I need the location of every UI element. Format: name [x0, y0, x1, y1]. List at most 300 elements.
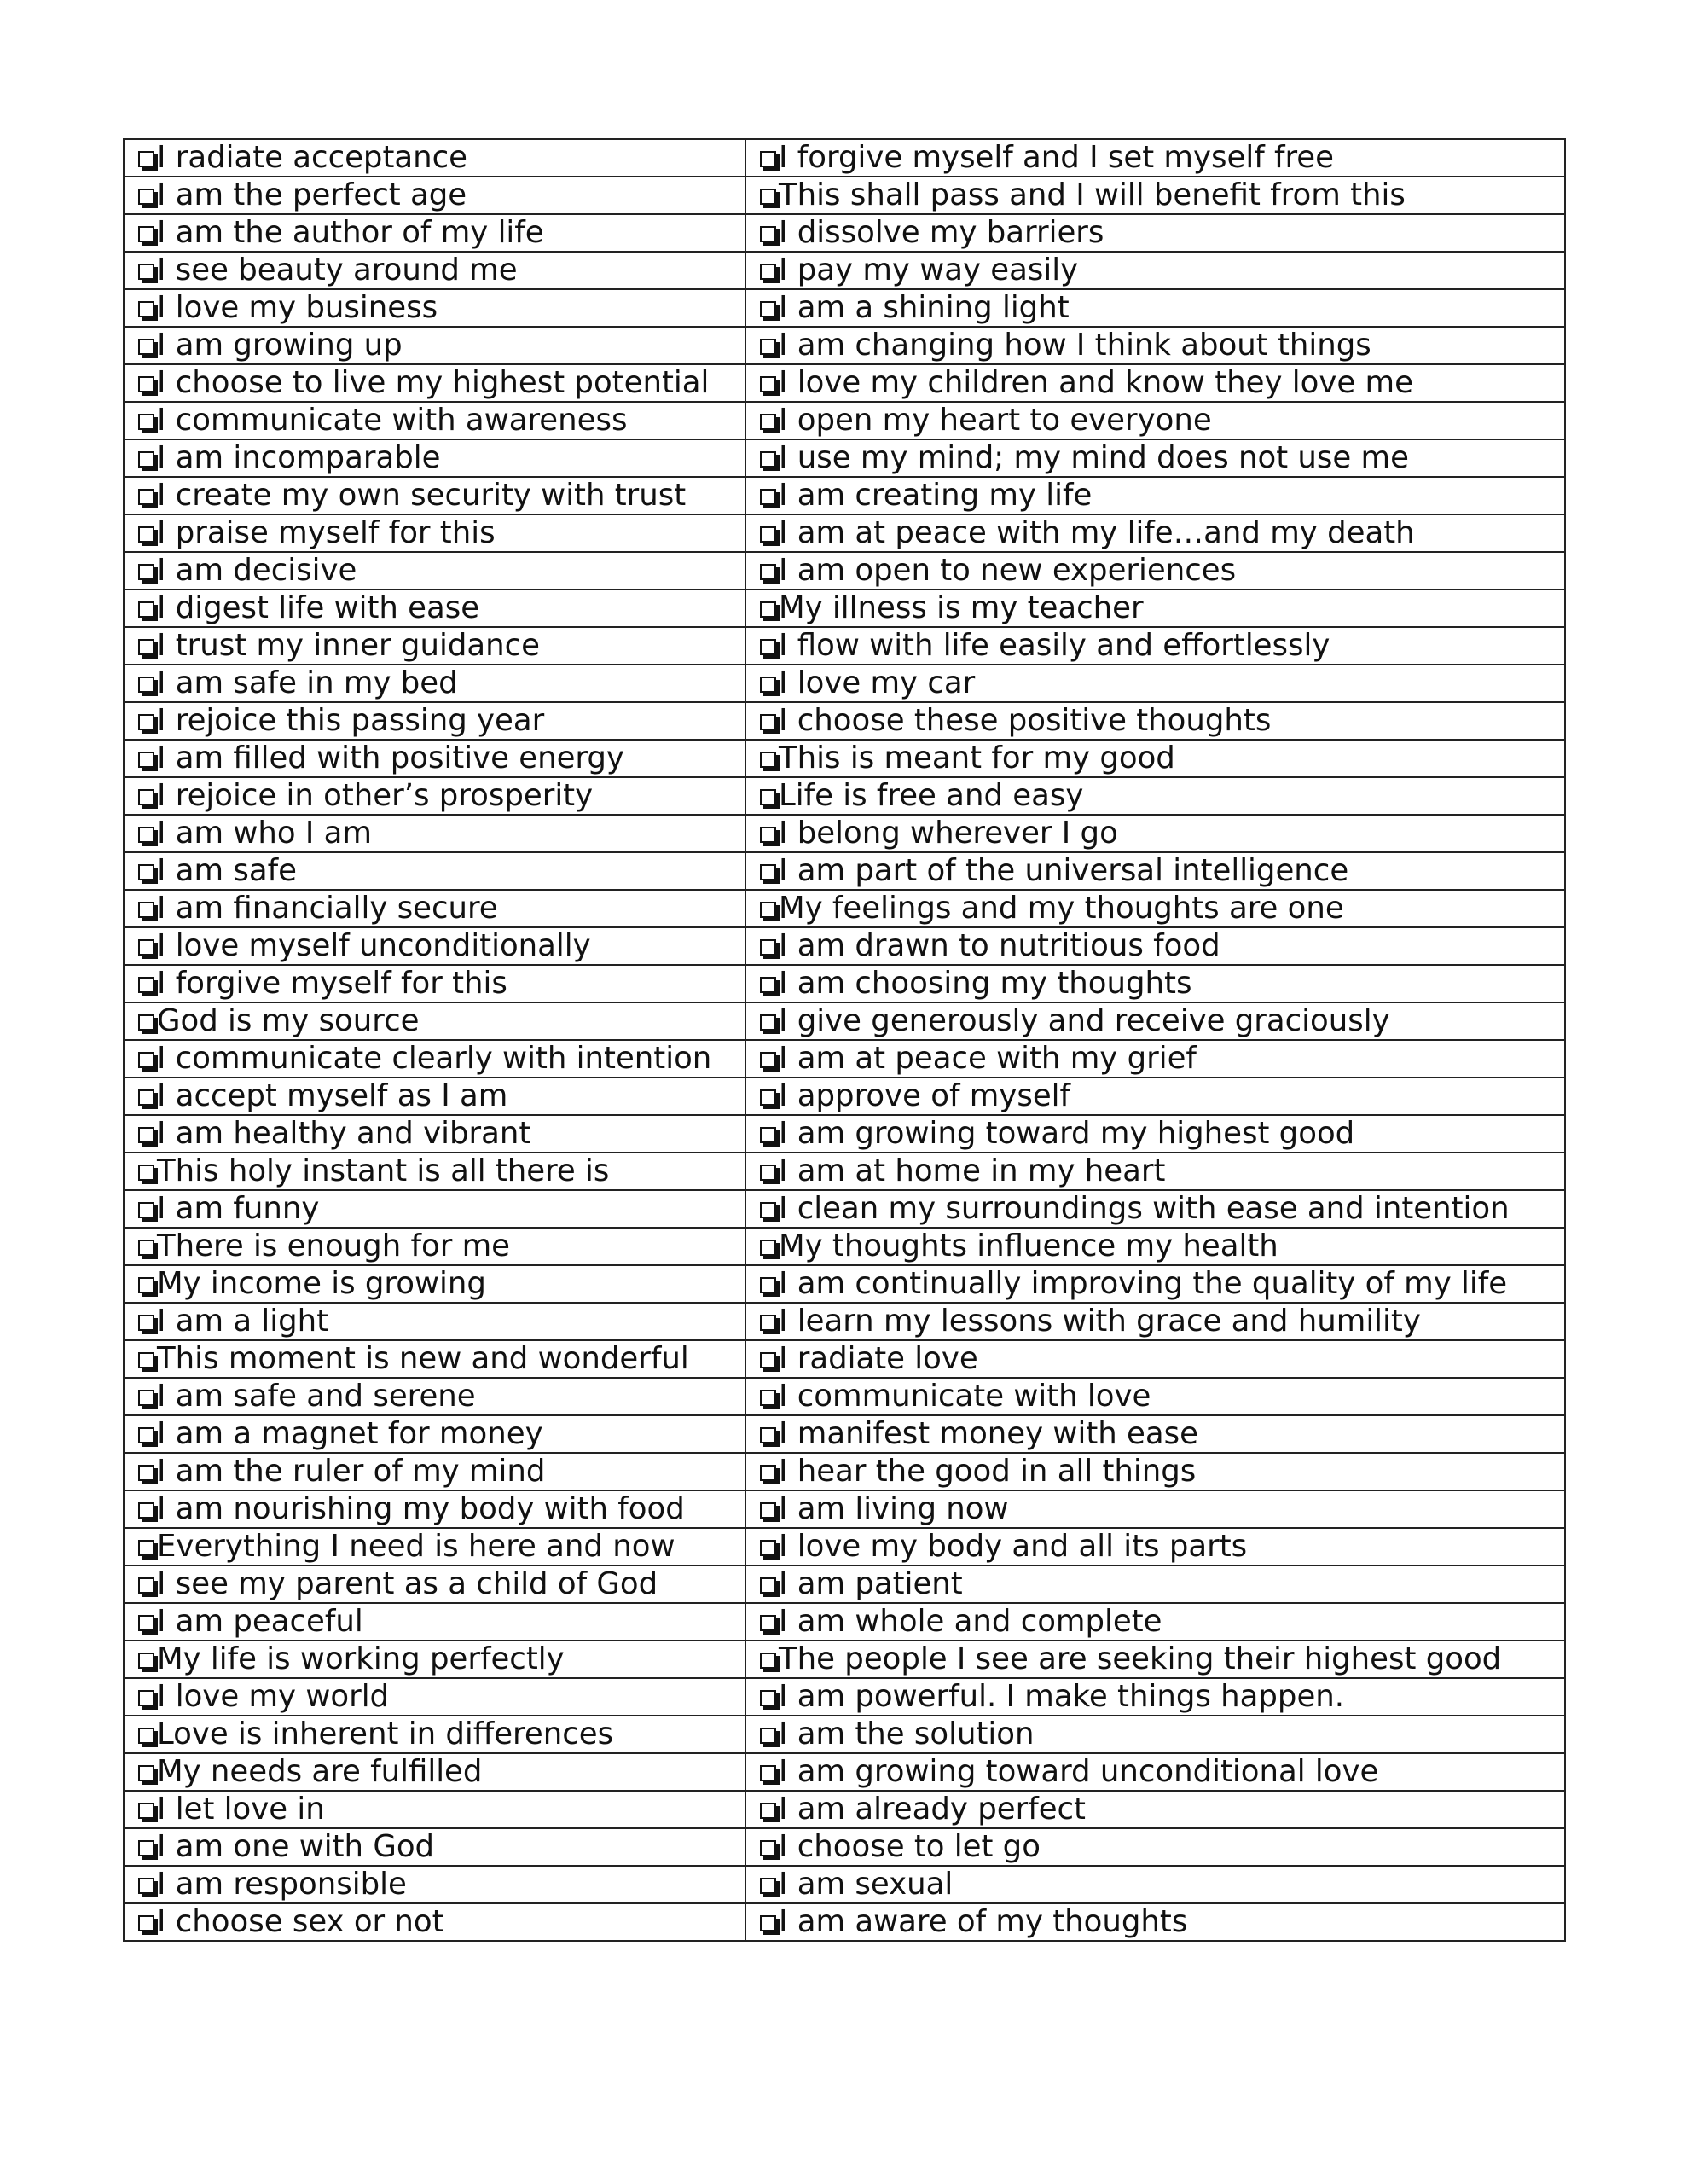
checkbox-icon[interactable] [760, 939, 776, 956]
affirmation-item[interactable] [124, 890, 745, 927]
affirmation-text: Everything I need is here and now [157, 1529, 675, 1564]
checkbox-icon[interactable] [138, 414, 154, 430]
affirmation-item[interactable] [124, 402, 745, 439]
checkbox-icon[interactable] [138, 1014, 154, 1031]
affirmation-text: I am a shining light [779, 290, 1070, 325]
table-row [124, 1791, 1565, 1828]
affirmation-text: I am safe in my bed [157, 665, 458, 700]
affirmation-item[interactable] [124, 777, 745, 815]
checkbox-icon[interactable] [138, 1165, 154, 1181]
affirmation-item[interactable] [745, 252, 1565, 289]
checkbox-icon[interactable] [760, 189, 776, 205]
checkbox-icon[interactable] [138, 639, 154, 655]
checkbox-icon[interactable] [760, 526, 776, 543]
checkbox-icon[interactable] [138, 1390, 154, 1406]
table-row [124, 890, 1565, 927]
checkbox-icon[interactable] [138, 1540, 154, 1556]
checkbox-icon[interactable] [760, 1615, 776, 1631]
affirmation-item[interactable] [124, 1265, 745, 1303]
affirmation-text: I dissolve my barriers [779, 215, 1104, 250]
affirmation-text: This holy instant is all there is [157, 1153, 610, 1188]
checkbox-icon[interactable] [138, 977, 154, 993]
affirmation-item[interactable] [124, 627, 745, 665]
checkbox-icon[interactable] [760, 1840, 776, 1856]
affirmation-text: I am a light [157, 1304, 329, 1339]
checkbox-icon[interactable] [138, 489, 154, 505]
table-row [124, 1077, 1565, 1115]
table-row [124, 1641, 1565, 1678]
affirmation-item[interactable] [745, 1453, 1565, 1490]
affirmation-text: I choose sex or not [157, 1904, 444, 1939]
affirmation-text: I communicate with love [779, 1379, 1151, 1414]
checkbox-icon[interactable] [138, 1052, 154, 1068]
affirmation-text: The people I see are seeking their highest good [779, 1641, 1502, 1676]
checkbox-icon[interactable] [760, 564, 776, 580]
affirmation-text: I am part of the universal intelligence [779, 853, 1349, 888]
checkbox-icon[interactable] [760, 1577, 776, 1594]
table-row [124, 1303, 1565, 1340]
affirmation-text: I use my mind; my mind does not use me [779, 440, 1409, 475]
affirmation-text: My thoughts influence my health [779, 1228, 1278, 1263]
affirmation-item[interactable] [124, 252, 745, 289]
table-row [124, 965, 1565, 1002]
affirmation-item[interactable] [124, 439, 745, 477]
affirmation-item[interactable] [745, 1040, 1565, 1077]
affirmation-item[interactable] [124, 852, 745, 890]
affirmation-item[interactable] [124, 1490, 745, 1528]
affirmation-item[interactable] [124, 815, 745, 852]
affirmation-text: My feelings and my thoughts are one [779, 891, 1344, 926]
affirmation-text: I am nourishing my body with food [157, 1491, 685, 1526]
affirmation-table-body [124, 139, 1565, 1941]
affirmation-text: I digest life with ease [157, 590, 480, 625]
checkbox-icon[interactable] [760, 789, 776, 805]
affirmation-item[interactable] [745, 815, 1565, 852]
affirmation-item[interactable] [124, 327, 745, 364]
affirmation-text: I am one with God [157, 1829, 435, 1864]
affirmation-text: I love my body and all its parts [779, 1529, 1248, 1564]
affirmation-item[interactable] [745, 740, 1565, 777]
checkbox-icon[interactable] [760, 1728, 776, 1744]
table-row [124, 1903, 1565, 1941]
table-row [124, 1490, 1565, 1528]
checkbox-icon[interactable] [760, 301, 776, 317]
affirmation-text: I trust my inner guidance [157, 628, 540, 663]
checkbox-icon[interactable] [138, 1352, 154, 1368]
affirmation-item[interactable] [124, 289, 745, 327]
affirmation-item[interactable] [124, 1753, 745, 1791]
checkbox-icon[interactable] [760, 1653, 776, 1669]
affirmation-text: I am whole and complete [779, 1604, 1162, 1639]
affirmation-item[interactable] [745, 289, 1565, 327]
affirmation-item[interactable] [745, 1903, 1565, 1941]
affirmation-item[interactable] [124, 590, 745, 627]
affirmation-text: I rejoice in other’s prosperity [157, 778, 594, 813]
affirmation-text: Life is free and easy [779, 778, 1084, 813]
affirmation-text: I see my parent as a child of God [157, 1566, 658, 1601]
affirmation-item[interactable] [745, 139, 1565, 177]
checkbox-icon[interactable] [760, 1465, 776, 1481]
affirmation-item[interactable] [124, 477, 745, 514]
affirmation-text: I open my heart to everyone [779, 403, 1212, 438]
checkbox-icon[interactable] [760, 1240, 776, 1256]
affirmation-text: This shall pass and I will benefit from this [779, 177, 1406, 212]
checkbox-icon[interactable] [138, 1728, 154, 1744]
checkbox-icon[interactable] [760, 864, 776, 880]
affirmation-text: I am financially secure [157, 891, 498, 926]
affirmation-text: I am decisive [157, 553, 357, 588]
affirmation-item[interactable] [745, 665, 1565, 702]
table-row [124, 514, 1565, 552]
affirmation-item[interactable] [124, 364, 745, 402]
affirmation-text: I am powerful. I make things happen. [779, 1679, 1345, 1714]
checkbox-icon[interactable] [760, 1540, 776, 1556]
affirmation-item[interactable] [745, 1565, 1565, 1603]
checkbox-icon[interactable] [138, 1202, 154, 1218]
affirmation-item[interactable] [745, 327, 1565, 364]
table-row [124, 702, 1565, 740]
checkbox-icon[interactable] [760, 264, 776, 280]
affirmation-item[interactable] [745, 1002, 1565, 1040]
affirmation-text: I am choosing my thoughts [779, 966, 1192, 1001]
checkbox-icon[interactable] [138, 752, 154, 768]
table-row [124, 665, 1565, 702]
affirmation-text: I am aware of my thoughts [779, 1904, 1188, 1939]
affirmation-text: I forgive myself and I set myself free [779, 140, 1334, 175]
affirmation-item[interactable] [124, 1678, 745, 1716]
table-row [124, 1453, 1565, 1490]
affirmation-item[interactable] [124, 1153, 745, 1190]
affirmation-item[interactable] [124, 552, 745, 590]
checkbox-icon[interactable] [760, 601, 776, 618]
checkbox-icon[interactable] [138, 264, 154, 280]
table-row [124, 1040, 1565, 1077]
table-row [124, 1753, 1565, 1791]
affirmation-text: I am continually improving the quality of my life [779, 1266, 1508, 1301]
table-row [124, 1828, 1565, 1866]
affirmation-text: I am the solution [779, 1716, 1035, 1751]
affirmation-item[interactable] [745, 590, 1565, 627]
checkbox-icon[interactable] [760, 1277, 776, 1293]
affirmation-item[interactable] [124, 1565, 745, 1603]
checkbox-icon[interactable] [760, 226, 776, 242]
table-row [124, 1378, 1565, 1415]
checkbox-icon[interactable] [760, 639, 776, 655]
affirmation-item[interactable] [124, 1528, 745, 1565]
affirmation-text: I am creating my life [779, 478, 1093, 513]
table-row [124, 327, 1565, 364]
checkbox-icon[interactable] [760, 1165, 776, 1181]
affirmation-text: This moment is new and wonderful [157, 1341, 689, 1376]
checkbox-icon[interactable] [760, 489, 776, 505]
affirmation-item[interactable] [745, 1791, 1565, 1828]
affirmation-text: I am funny [157, 1191, 320, 1226]
affirmation-text: I am growing up [157, 328, 403, 363]
checkbox-icon[interactable] [760, 1202, 776, 1218]
checkbox-icon[interactable] [138, 526, 154, 543]
affirmation-item[interactable] [745, 1603, 1565, 1641]
checkbox-icon[interactable] [760, 1352, 776, 1368]
affirmation-item[interactable] [745, 1228, 1565, 1265]
affirmation-text: God is my source [157, 1003, 420, 1038]
affirmation-item[interactable] [745, 1828, 1565, 1866]
affirmation-item[interactable] [745, 402, 1565, 439]
checkbox-icon[interactable] [760, 1315, 776, 1331]
affirmation-item[interactable] [124, 1415, 745, 1453]
checkbox-icon[interactable] [138, 939, 154, 956]
checkbox-icon[interactable] [760, 827, 776, 843]
checkbox-icon[interactable] [760, 1089, 776, 1106]
checkbox-icon[interactable] [138, 677, 154, 693]
affirmation-text: I love my children and know they love me [779, 365, 1413, 400]
checkbox-icon[interactable] [760, 1127, 776, 1143]
checkbox-icon[interactable] [138, 151, 154, 167]
checkbox-icon[interactable] [138, 1240, 154, 1256]
affirmation-item[interactable] [745, 702, 1565, 740]
affirmation-item[interactable] [745, 514, 1565, 552]
affirmation-item[interactable] [124, 1002, 745, 1040]
affirmation-text: I am living now [779, 1491, 1009, 1526]
affirmation-text: I radiate acceptance [157, 140, 467, 175]
affirmation-item[interactable] [124, 1077, 745, 1115]
checkbox-icon[interactable] [138, 1127, 154, 1143]
affirmation-item[interactable] [745, 1415, 1565, 1453]
affirmation-item[interactable] [745, 890, 1565, 927]
affirmation-item[interactable] [745, 1077, 1565, 1115]
affirmation-text: I choose to live my highest potential [157, 365, 710, 400]
checkbox-icon[interactable] [138, 1840, 154, 1856]
affirmation-text: I let love in [157, 1792, 325, 1827]
affirmation-item[interactable] [124, 740, 745, 777]
table-row [124, 439, 1565, 477]
table-row [124, 1265, 1565, 1303]
affirmation-item[interactable] [745, 477, 1565, 514]
table-row [124, 1565, 1565, 1603]
table-row [124, 477, 1565, 514]
checkbox-icon[interactable] [138, 1878, 154, 1894]
checkbox-icon[interactable] [760, 376, 776, 392]
affirmation-text: I am safe and serene [157, 1379, 476, 1414]
checkbox-icon[interactable] [138, 1690, 154, 1706]
checkbox-icon[interactable] [138, 226, 154, 242]
table-row [124, 852, 1565, 890]
checkbox-icon[interactable] [138, 1765, 154, 1781]
affirmation-item[interactable] [124, 665, 745, 702]
table-row [124, 1190, 1565, 1228]
table-row [124, 1115, 1565, 1153]
checkbox-icon[interactable] [760, 414, 776, 430]
checkbox-icon[interactable] [760, 1690, 776, 1706]
affirmation-text: I create my own security with trust [157, 478, 687, 513]
checkbox-icon[interactable] [760, 451, 776, 468]
affirmation-text: I am drawn to nutritious food [779, 928, 1220, 963]
checkbox-icon[interactable] [760, 752, 776, 768]
affirmation-text: There is enough for me [157, 1228, 511, 1263]
checkbox-icon[interactable] [760, 1014, 776, 1031]
table-row [124, 252, 1565, 289]
table-row [124, 139, 1565, 177]
affirmation-item[interactable] [745, 927, 1565, 965]
checkbox-icon[interactable] [138, 902, 154, 918]
table-row [124, 1603, 1565, 1641]
affirmation-text: I am the ruler of my mind [157, 1454, 546, 1489]
affirmation-item[interactable] [124, 1040, 745, 1077]
checkbox-icon[interactable] [138, 451, 154, 468]
checkbox-icon[interactable] [760, 1803, 776, 1819]
table-row [124, 627, 1565, 665]
affirmation-text: I approve of myself [779, 1078, 1071, 1113]
affirmation-text: I belong wherever I go [779, 816, 1118, 851]
affirmation-item[interactable] [124, 1190, 745, 1228]
checkbox-icon[interactable] [760, 1390, 776, 1406]
affirmation-text: My income is growing [157, 1266, 486, 1301]
affirmation-item[interactable] [745, 1265, 1565, 1303]
checkbox-icon[interactable] [138, 827, 154, 843]
affirmation-item[interactable] [124, 214, 745, 252]
affirmation-text: My needs are fulfilled [157, 1754, 483, 1789]
affirmation-item[interactable] [745, 364, 1565, 402]
checkbox-icon[interactable] [138, 564, 154, 580]
affirmation-text: I am at peace with my grief [779, 1041, 1197, 1076]
checkbox-icon[interactable] [138, 1915, 154, 1931]
table-row [124, 289, 1565, 327]
affirmation-item[interactable] [745, 214, 1565, 252]
affirmation-item[interactable] [124, 1641, 745, 1678]
checkbox-icon[interactable] [138, 1315, 154, 1331]
affirmation-item[interactable] [745, 965, 1565, 1002]
checkbox-icon[interactable] [760, 1052, 776, 1068]
checkbox-icon[interactable] [760, 1878, 776, 1894]
affirmation-text: I am who I am [157, 816, 373, 851]
affirmation-item[interactable] [745, 1115, 1565, 1153]
checkbox-icon[interactable] [138, 1803, 154, 1819]
affirmation-item[interactable] [124, 177, 745, 214]
affirmation-text: I forgive myself for this [157, 966, 507, 1001]
checkbox-icon[interactable] [138, 1277, 154, 1293]
checkbox-icon[interactable] [138, 1502, 154, 1519]
affirmation-item[interactable] [124, 139, 745, 177]
affirmation-text: I am safe [157, 853, 297, 888]
affirmation-text: I rejoice this passing year [157, 703, 545, 738]
affirmation-item[interactable] [745, 627, 1565, 665]
affirmation-item[interactable] [745, 1153, 1565, 1190]
affirmation-text: I am a magnet for money [157, 1416, 543, 1451]
table-row [124, 1678, 1565, 1716]
checkbox-icon[interactable] [760, 977, 776, 993]
affirmation-text: I praise myself for this [157, 515, 496, 550]
affirmation-text: I love my world [157, 1679, 390, 1714]
checkbox-icon[interactable] [760, 1915, 776, 1931]
checkbox-icon[interactable] [138, 601, 154, 618]
affirmation-item[interactable] [124, 965, 745, 1002]
affirmation-text: Love is inherent in differences [157, 1716, 614, 1751]
affirmation-text: I love my business [157, 290, 438, 325]
checkbox-icon[interactable] [138, 789, 154, 805]
affirmation-text: I am the perfect age [157, 177, 467, 212]
affirmation-item[interactable] [124, 1791, 745, 1828]
affirmation-item[interactable] [124, 927, 745, 965]
checkbox-icon[interactable] [760, 1765, 776, 1781]
checkbox-icon[interactable] [760, 151, 776, 167]
affirmation-item[interactable] [124, 1903, 745, 1941]
affirmation-item[interactable] [124, 514, 745, 552]
affirmation-item[interactable] [124, 1716, 745, 1753]
affirmation-item[interactable] [124, 1603, 745, 1641]
affirmation-item[interactable] [745, 777, 1565, 815]
affirmation-item[interactable] [745, 852, 1565, 890]
affirmation-text: I learn my lessons with grace and humility [779, 1304, 1421, 1339]
checkbox-icon[interactable] [760, 902, 776, 918]
checkbox-icon[interactable] [138, 189, 154, 205]
checkbox-icon[interactable] [760, 1427, 776, 1443]
affirmation-item[interactable] [745, 177, 1565, 214]
checkbox-icon[interactable] [760, 339, 776, 355]
affirmation-text: I communicate clearly with intention [157, 1041, 712, 1076]
affirmation-item[interactable] [745, 1303, 1565, 1340]
checkbox-icon[interactable] [138, 301, 154, 317]
table-row [124, 1340, 1565, 1378]
affirmation-item[interactable] [745, 1641, 1565, 1678]
affirmation-item[interactable] [124, 1828, 745, 1866]
affirmation-table [123, 138, 1566, 1942]
checkbox-icon[interactable] [138, 1615, 154, 1631]
checkbox-icon[interactable] [760, 677, 776, 693]
affirmation-item[interactable] [745, 1378, 1565, 1415]
affirmation-text: I choose these positive thoughts [779, 703, 1272, 738]
affirmation-item[interactable] [745, 1678, 1565, 1716]
affirmation-item[interactable] [745, 1753, 1565, 1791]
checkbox-icon[interactable] [138, 1577, 154, 1594]
affirmation-item[interactable] [745, 439, 1565, 477]
affirmation-text: I am growing toward unconditional love [779, 1754, 1379, 1789]
affirmation-item[interactable] [745, 552, 1565, 590]
affirmation-item[interactable] [124, 1378, 745, 1415]
affirmation-item[interactable] [745, 1528, 1565, 1565]
affirmation-text: I clean my surroundings with ease and intention [779, 1191, 1510, 1226]
checkbox-icon[interactable] [138, 864, 154, 880]
checkbox-icon[interactable] [138, 1465, 154, 1481]
affirmation-item[interactable] [745, 1190, 1565, 1228]
affirmation-text: I give generously and receive graciously [779, 1003, 1390, 1038]
affirmation-item[interactable] [124, 1866, 745, 1903]
affirmation-item[interactable] [124, 702, 745, 740]
affirmation-item[interactable] [124, 1115, 745, 1153]
checkbox-icon[interactable] [138, 1653, 154, 1669]
affirmation-text: I am peaceful [157, 1604, 363, 1639]
affirmation-item[interactable] [745, 1866, 1565, 1903]
affirmation-item[interactable] [124, 1303, 745, 1340]
affirmation-item[interactable] [124, 1340, 745, 1378]
affirmation-item[interactable] [745, 1716, 1565, 1753]
table-row [124, 552, 1565, 590]
checkbox-icon[interactable] [138, 1089, 154, 1106]
table-row [124, 815, 1565, 852]
checkbox-icon[interactable] [138, 1427, 154, 1443]
table-row [124, 177, 1565, 214]
affirmation-text: I am sexual [779, 1867, 954, 1902]
affirmation-item[interactable] [124, 1228, 745, 1265]
checkbox-icon[interactable] [760, 714, 776, 730]
checkbox-icon[interactable] [138, 376, 154, 392]
table-row [124, 927, 1565, 965]
affirmation-item[interactable] [124, 1453, 745, 1490]
affirmation-item[interactable] [745, 1490, 1565, 1528]
checkbox-icon[interactable] [138, 714, 154, 730]
checkbox-icon[interactable] [760, 1502, 776, 1519]
affirmation-item[interactable] [745, 1340, 1565, 1378]
checkbox-icon[interactable] [138, 339, 154, 355]
affirmation-text: My life is working perfectly [157, 1641, 565, 1676]
